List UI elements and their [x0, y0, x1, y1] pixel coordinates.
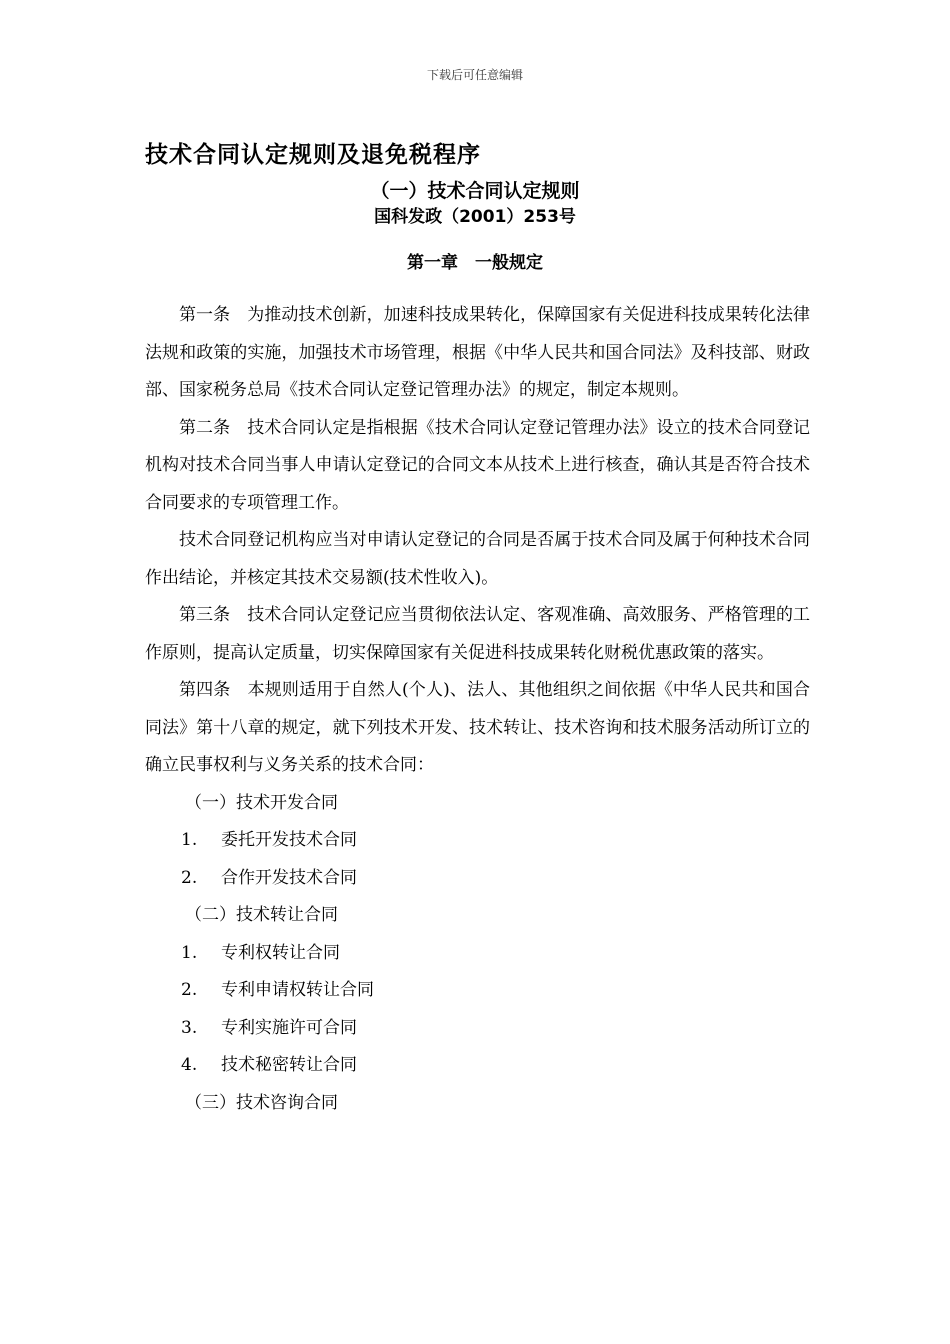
list-item-number: 1.	[181, 942, 198, 963]
article-2-continuation-paragraph: 技术合同登记机构应当对申请认定登记的合同是否属于技术合同及属于何种技术合同作出结论，并核定其技术交易额(技术性收入)。	[145, 530, 810, 588]
list-item-text: 专利申请权转让合同	[221, 980, 374, 1000]
contract-section-heading: （三）技术咨询合同	[185, 1092, 338, 1113]
list-item-number: 1.	[181, 830, 198, 850]
list-item-number: 4.	[181, 1055, 198, 1075]
section-subtitle: （一）技术合同认定规则	[370, 180, 580, 202]
contract-list-item	[145, 860, 810, 898]
document-number: 国科发政（2001）253号	[374, 207, 576, 227]
document-title: 技术合同认定规则及退免税程序	[145, 142, 481, 168]
contract-section-heading: （一）技术开发合同	[185, 792, 338, 813]
contract-list-item	[145, 1010, 810, 1048]
list-item-text: 技术秘密转让合同	[221, 1055, 357, 1075]
article-2-paragraph: 第二条 技术合同认定是指根据《技术合同认定登记管理办法》设立的技术合同登记机构对技术合同当事人申请认定登记的合同文本从技术上进行核查，确认其是否符合技术合同要求的专项管理工作。	[145, 417, 810, 513]
contract-list-item	[145, 1047, 810, 1085]
contract-section-heading: （二）技术转让合同	[185, 905, 338, 925]
article-1-paragraph: 第一条 为推动技术创新，加速科技成果转化，保障国家有关促进科技成果转化法律法规和政策的实施，加强技术市场管理，根据《中华人民共和国合同法》及科技部、财政部、国家税务总局《技术合同认定登记管理办法》的规定，制定本规则。	[145, 305, 810, 400]
article-4-paragraph: 第四条 本规则适用于自然人(个人)、法人、其他组织之间依据《中华人民共和国合同法》第十八章的规定，就下列技术开发、技术转让、技术咨询和技术服务活动所订立的确立民事权利与义务关系的技术合同：	[145, 680, 810, 775]
contract-list-item	[145, 972, 810, 1010]
list-item-text: 合作开发技术合同	[221, 867, 357, 888]
list-item-text: 委托开发技术合同	[221, 830, 357, 850]
list-item-number: 2.	[181, 867, 198, 888]
list-item-text: 专利实施许可合同	[221, 1017, 357, 1038]
list-item-number: 3.	[181, 1017, 198, 1038]
chapter-heading: 第一章 一般规定	[407, 253, 543, 273]
contract-list-item	[145, 935, 810, 973]
article-3-paragraph: 第三条 技术合同认定登记应当贯彻依法认定、客观准确、高效服务、严格管理的工作原则，提高认定质量，切实保障国家有关促进科技成果转化财税优惠政策的落实。	[145, 605, 810, 663]
contract-list-item	[145, 822, 810, 860]
body-text	[145, 297, 810, 1122]
list-item-number: 2.	[181, 980, 198, 1000]
list-item-text: 专利权转让合同	[221, 942, 340, 963]
header-note: 下载后可任意编辑	[426, 68, 523, 82]
